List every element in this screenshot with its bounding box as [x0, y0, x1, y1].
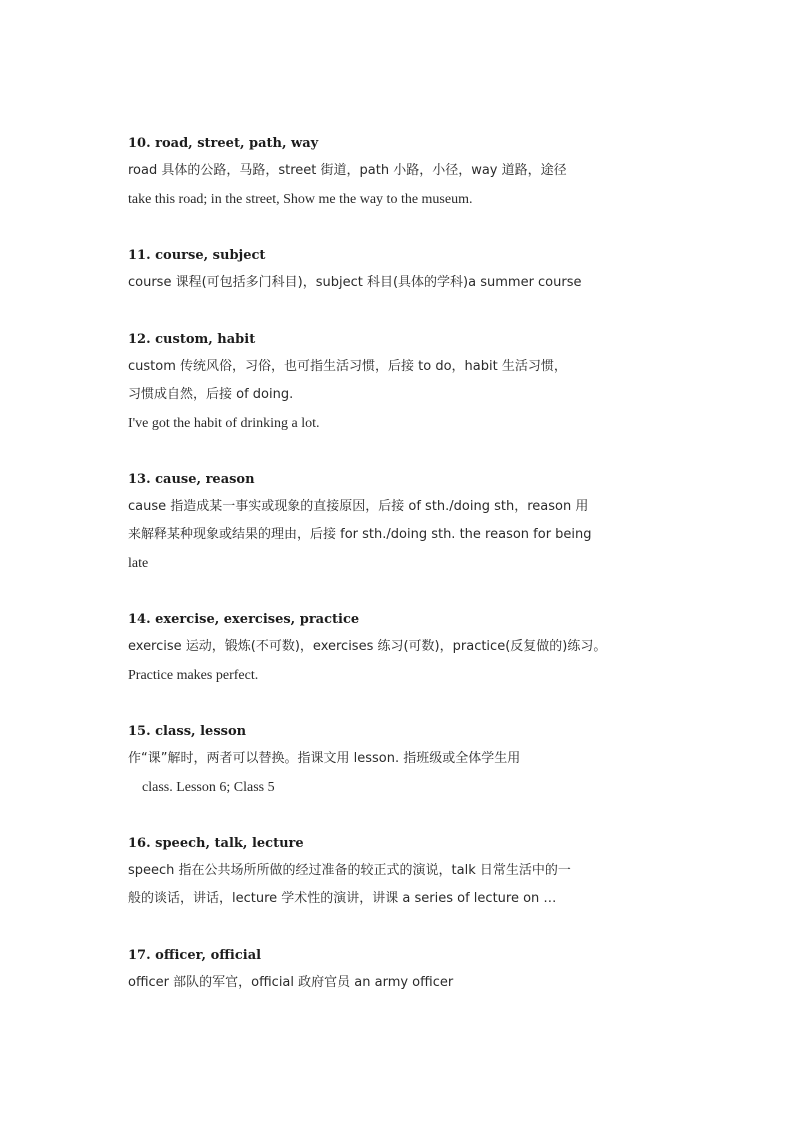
vocab-entry-14	[128, 612, 688, 684]
entry-line: 习惯成自然，后接 of doing.	[128, 387, 294, 402]
entry-heading: 11. course, subject	[128, 248, 266, 263]
entry-line: custom 传统风俗，习俗，也可指生活习惯，后接 to do，habit 生活习惯，	[128, 359, 567, 374]
entry-heading: 12. custom, habit	[128, 332, 256, 347]
entry-heading: 10. road, street, path, way	[128, 136, 319, 151]
vocab-entry-15	[128, 724, 688, 796]
entry-line: 作“课”解时，两者可以替换。指课文用 lesson. 指班级或全体学生用	[128, 751, 521, 766]
vocab-entry-12	[128, 332, 688, 432]
entry-line: I've got the habit of drinking a lot.	[128, 416, 320, 431]
entry-heading: 17. officer, official	[128, 948, 262, 963]
entry-line: course 课程(可包括多门科目)，subject 科目(具体的学科)a summer course	[128, 275, 582, 290]
entry-line: 来解释某种现象或结果的理由，后接 for sth./doing sth. the reason for being	[128, 527, 592, 542]
entry-line: cause 指造成某一事实或现象的直接原因，后接 of sth./doing sth，reason 用	[128, 499, 589, 514]
entry-heading: 13. cause, reason	[128, 472, 255, 487]
entry-line: officer 部队的军官，official 政府官员 an army officer	[128, 975, 454, 990]
entry-line: road 具体的公路，马路，street 街道，path 小路，小径，way 道路，途径	[128, 163, 567, 178]
entry-line: 般的谈话，讲话，lecture 学术性的演讲，讲课 a series of lecture on …	[128, 891, 557, 906]
vocab-entry-13	[128, 472, 688, 572]
entry-heading: 16. speech, talk, lecture	[128, 836, 304, 851]
entry-line: exercise 运动，锻炼(不可数)，exercises 练习(可数)，practice(反复做的)练习。	[128, 639, 607, 654]
entry-line: class. Lesson 6; Class 5	[128, 780, 275, 795]
entry-line: late	[128, 556, 149, 571]
vocab-entry-16	[128, 836, 688, 907]
vocab-entry-17	[128, 948, 688, 991]
vocab-entry-10	[128, 136, 688, 208]
entry-line: take this road; in the street, Show me the way to the museum.	[128, 192, 473, 207]
entry-line: Practice makes perfect.	[128, 668, 259, 683]
vocab-entry-11	[128, 248, 688, 291]
entry-heading: 15. class, lesson	[128, 724, 247, 739]
entry-line: speech 指在公共场所所做的经过准备的较正式的演说，talk 日常生活中的一	[128, 863, 571, 878]
entry-heading: 14. exercise, exercises, practice	[128, 612, 360, 627]
